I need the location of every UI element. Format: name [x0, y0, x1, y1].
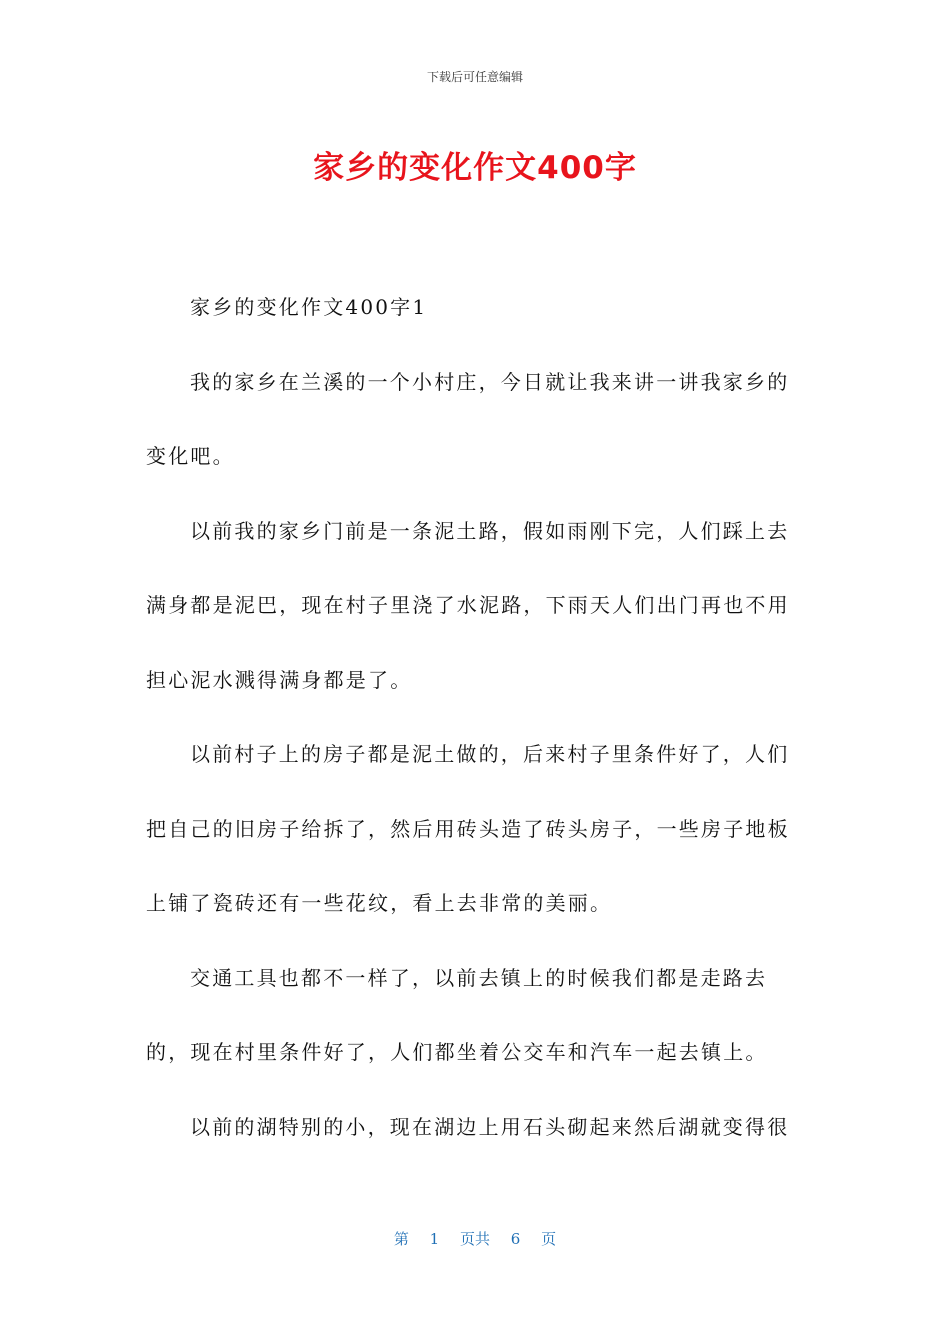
document-body [146, 270, 806, 1164]
paragraph: 以前村子上的房子都是泥土做的，后来村子里条件好了，人们把自己的旧房子给拆了，然后用砖头造了砖头房子，一些房子地板上铺了瓷砖还有一些花纹，看上去非常的美丽。 [146, 742, 790, 915]
page-label-mid: 页共 [459, 1230, 490, 1248]
header-note: 下载后可任意编辑 [426, 70, 523, 84]
page-current: 1 [429, 1230, 440, 1248]
paragraph: 以前的湖特别的小，现在湖边上用石头砌起来然后湖就变得很 [190, 1114, 790, 1139]
page-total: 6 [510, 1230, 521, 1248]
document-title: 家乡的变化作文400字 [313, 150, 637, 186]
page-footer [0, 1228, 950, 1249]
paragraph: 交通工具也都不一样了，以前去镇上的时候我们都是走路去的，现在村里条件好了，人们都坐着公交车和汽车一起去镇上。 [146, 965, 768, 1064]
paragraph: 我的家乡在兰溪的一个小村庄，今日就让我来讲一讲我家乡的变化吧。 [146, 369, 790, 468]
paragraph-subtitle: 家乡的变化作文400字1 [190, 295, 428, 319]
paragraph: 以前我的家乡门前是一条泥土路，假如雨刚下完，人们踩上去满身都是泥巴，现在村子里浇了水泥路，下雨天人们出门再也不用担心泥水溅得满身都是了。 [146, 518, 790, 692]
page-label-prefix: 第 [393, 1230, 409, 1248]
page-label-suffix: 页 [541, 1230, 557, 1248]
